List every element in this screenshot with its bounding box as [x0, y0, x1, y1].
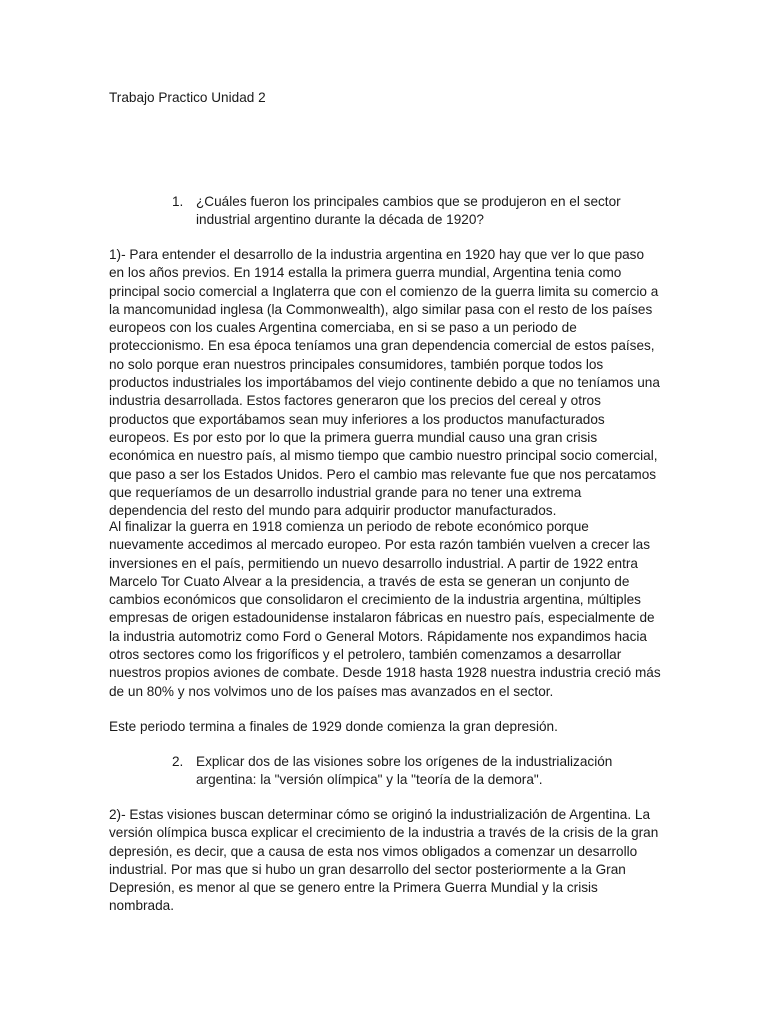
question-text: ¿Cuáles fueron los principales cambios que se produjeron en el sector industrial argentino durante la década de 1920?: [196, 194, 621, 228]
question-number: 1.: [172, 194, 184, 209]
answer-1-paragraph-3: Este periodo termina a finales de 1929 donde comienza la gran depresión.: [109, 719, 558, 734]
answer-1-paragraph-2: Al finalizar la guerra en 1918 comienza un periodo de rebote económico porque nuevamente accedimos al mercado europeo. Por esta razón también vuelven a crecer las inversiones en el país, permitiendo un nuevo desarrollo industrial. A partir de 1922 entra Marcelo Tor Cuato Alvear a la presidencia, a través de esta se generan un conjunto de cambios económicos que consolidaron el crecimiento de la industria argentina, múltiples empresas de origen estadounidense instalaron fábricas en nuestro país, especialmente de la industria automotriz como Ford o General Motors. Rápidamente nos expandimos hacia otros sectores como los frigoríficos y el petrolero, también comenzamos a desarrollar nuestros propios aviones de combate. Desde 1918 hasta 1928 nuestra industria creció más de un 80% y nos volvimos uno de los países mas avanzados en el sector.: [109, 519, 661, 699]
document-title: Trabajo Practico Unidad 2: [109, 90, 266, 105]
question-1: [172, 193, 672, 230]
answer-2-paragraph-1: 2)- Estas visiones buscan determinar cómo se originó la industrialización de Argentina. La versión olímpica busca explicar el crecimiento de la industria a través de la crisis de la gran depresión, es decir, que a causa de esta nos vimos obligados a comenzar un desarrollo industrial. Por mas que si hubo un gran desarrollo del sector posteriormente a la Gran Depresión, es menor al que se genero entre la Primera Guerra Mundial y la crisis nombrada.: [109, 807, 659, 914]
question-text: Explicar dos de las visiones sobre los orígenes de la industrialización argentina: la "versión olímpica" y la "teoría de la demora".: [196, 754, 613, 788]
question-2: [172, 753, 672, 790]
question-number: 2.: [172, 754, 184, 769]
answer-1-paragraph-1: 1)- Para entender el desarrollo de la industria argentina en 1920 hay que ver lo que paso en los años previos. En 1914 estalla la primera guerra mundial, Argentina tenia como principal socio comercial a Inglaterra que con el comienzo de la guerra limita su comercio a la mancomunidad inglesa (la Commonwealth), algo similar pasa con el resto de los países europeos con los cuales Argentina comerciaba, en si se paso a un periodo de proteccionismo. En esa época teníamos una gran dependencia comercial de estos países, no solo porque eran nuestros principales consumidores, también porque todos los productos industriales los importábamos del viejo continente debido a que no teníamos una industria desarrollada. Estos factores generaron que los precios del cereal y otros productos que exportábamos sean muy inferiores a los productos manufacturados europeos. Es por esto por lo que la primera guerra mundial causo una gran crisis económica en nuestro país, al mismo tiempo que cambio nuestro principal socio comercial, que paso a ser los Estados Unidos. Pero el cambio mas relevante fue que nos percatamos que requeríamos de un desarrollo industrial grande para no tener una extrema dependencia del resto del mundo para adquirir productor manufacturados.: [109, 247, 660, 519]
